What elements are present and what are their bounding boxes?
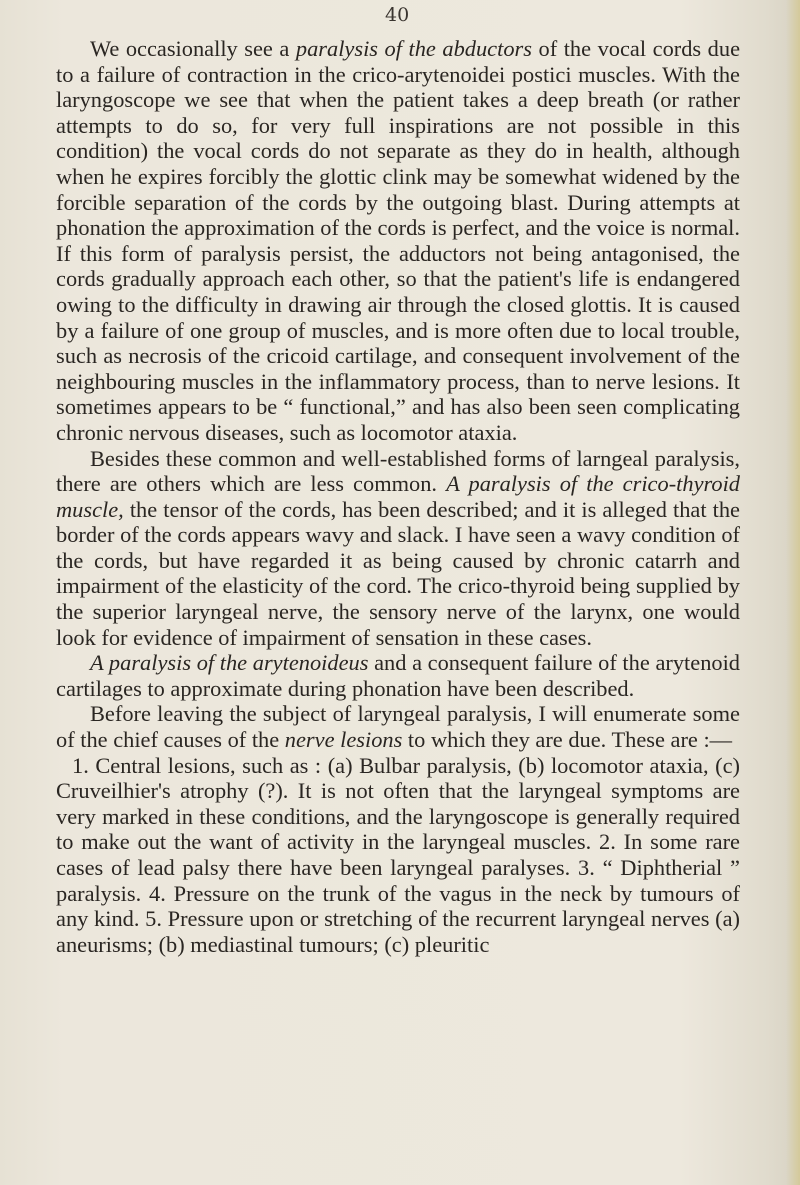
page-number: 40 (385, 4, 410, 26)
italic-term: paralysis of the abductors (295, 36, 532, 61)
text-run: Before leaving the subject of laryngeal paralysis, I will enumerate some of the chief causes of the (56, 701, 740, 753)
text-run: the tensor of the cords, has been described; and it is alleged that the border of the cords appears wavy and slack. I have seen a wavy condition of the cords, but have regarded it as being caused by chronic catarrh and impairment of the elasticity of the cord. The crico-thyroid being supplied by the superior laryngeal nerve, the sensory nerve of the larynx, one would look for evidence of impairment of sensation in these cases. (56, 496, 740, 650)
text-run: Besides these common and well-established forms of larngeal paralysis, there are others which are less common. (56, 445, 740, 497)
paragraph-causes-list (56, 753, 740, 958)
paragraph-causes-intro (56, 701, 740, 752)
page-edge-shadow (786, 0, 800, 1185)
italic-term: A paralysis of the arytenoideus (90, 650, 369, 676)
body-text (56, 36, 740, 957)
paragraph-crico-thyroid (56, 446, 740, 651)
text-run: We occasionally see a (90, 36, 296, 61)
paragraph-arytenoideus (56, 650, 740, 701)
italic-term: nerve lesions (284, 727, 403, 753)
text-run: 1. Central lesions, such as : (a) Bulbar paralysis, (b) locomotor ataxia, (c) Cruveilhier's atrophy (?). It is not often that the laryngeal symptoms are very marked in these conditions, and the laryngoscope is generally required to make out the want of activity in the laryngeal muscles. 2. In some rare cases of lead palsy there have been laryngeal paralyses. 3. “ Diphtherial ” paralysis. 4. Pressure on the trunk of the vagus in the neck by tumours of any kind. 5. Pressure upon or stretching of the recurrent laryngeal nerves (a) aneurisms; (b) mediastinal tumours; (c) pleuritic (56, 752, 740, 957)
italic-term: A paralysis of the crico-thyroid muscle, (56, 471, 740, 522)
text-run: and a consequent failure of the arytenoid cartilages to approximate during phonation have been described. (56, 650, 740, 701)
text-run: of the vocal cords due to a failure of contraction in the crico-arytenoidei postici muscles. With the laryngoscope we see that when the patient takes a deep breath (or rather attempts to do so, for very full inspirations are not possible in this condition) the vocal cords do not separate as they do in health, although when he expires forcibly the glottic clink may be somewhat widened by the forcible separation of the cords by the outgoing blast. During attempts at phonation the approximation of the cords is perfect, and the voice is normal. If this form of paralysis persist, the adductors not being antagonised, the cords gradually approach each other, so that the patient's life is endangered owing to the difficulty in drawing air through the closed glottis. It is caused by a failure of one group of muscles, and is more often due to local trouble, such as necrosis of the cricoid cartilage, and consequent involvement of the neighbouring muscles in the inflammatory process, than to nerve lesions. It sometimes appears to be “ functional,” and has also been seen complicating chronic nervous diseases, such as locomotor ataxia. (56, 36, 741, 445)
text-run: to which they are due. These are :— (402, 727, 733, 753)
paragraph-abductor-paralysis (56, 36, 740, 446)
